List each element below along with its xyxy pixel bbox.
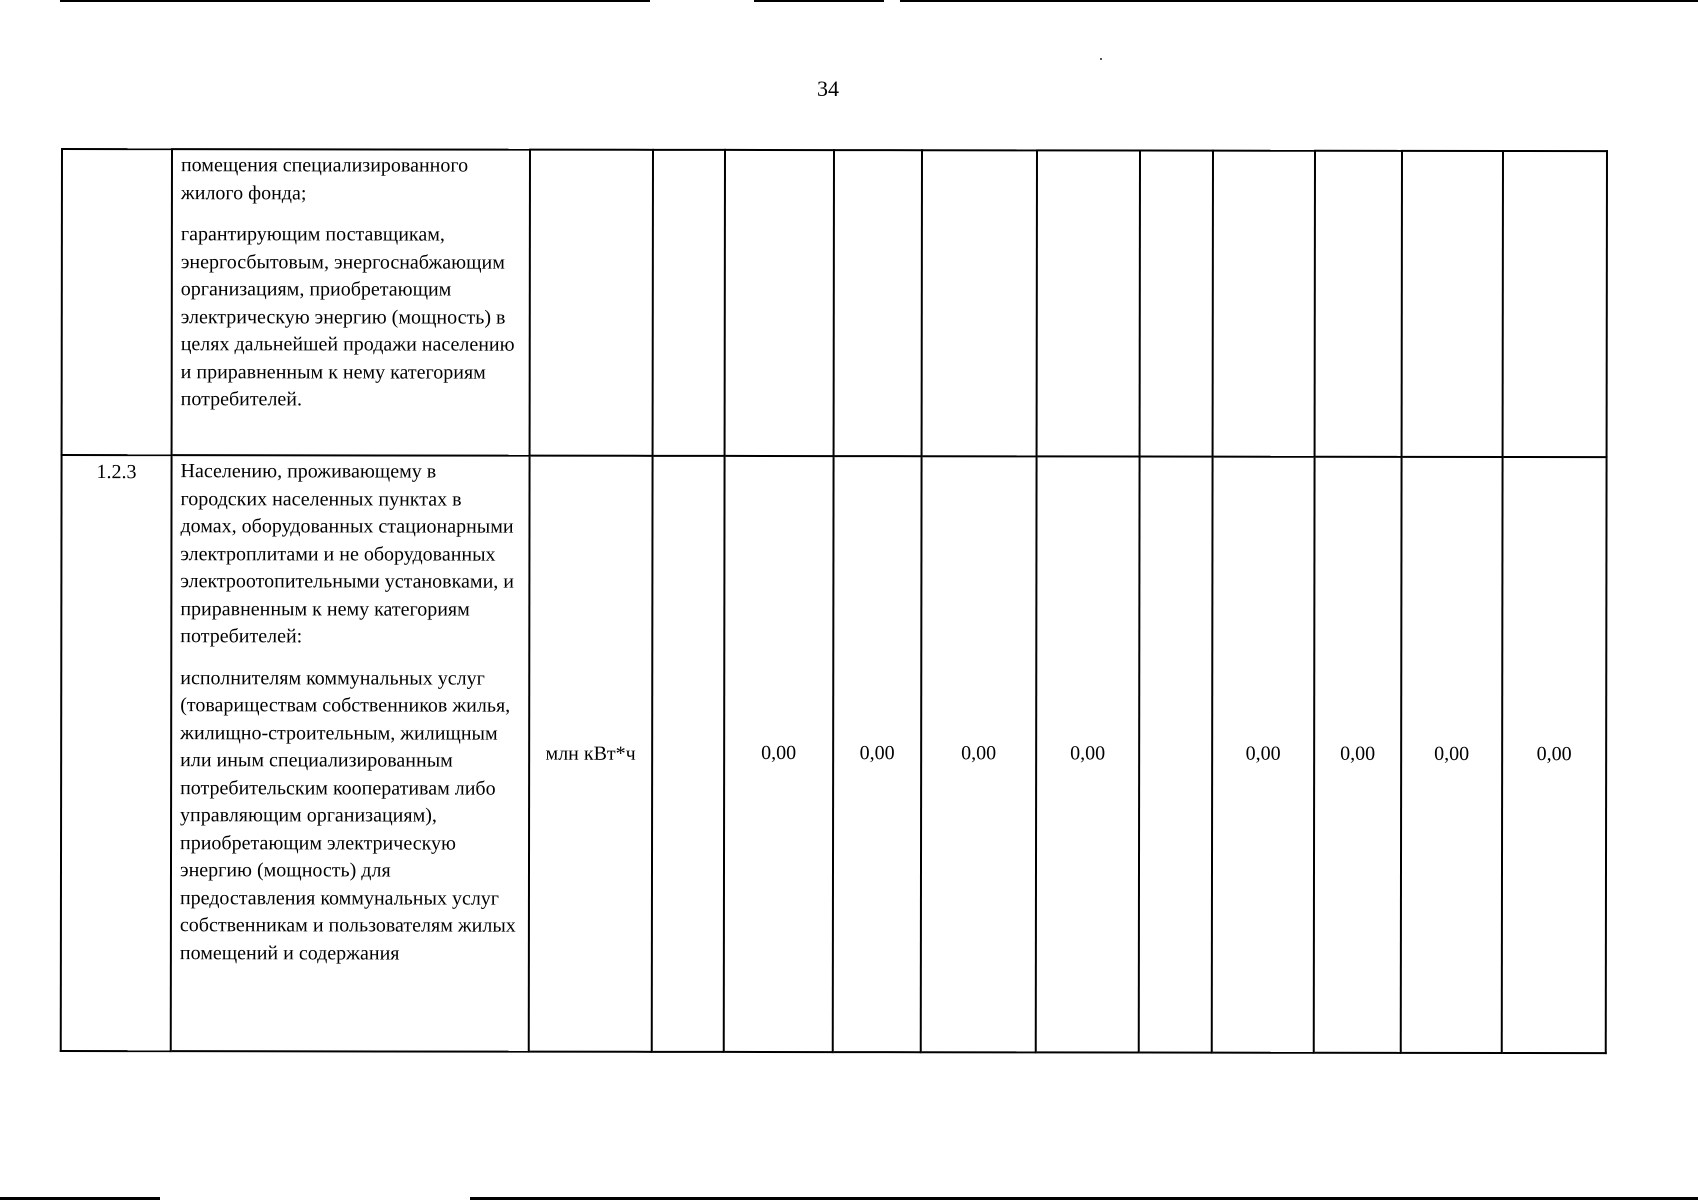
value-cell: [1037, 150, 1140, 456]
value-cell: [1213, 151, 1315, 457]
page-number: 34: [817, 76, 839, 101]
value-cell: [1503, 151, 1607, 457]
value-cell: [1402, 151, 1503, 457]
description-paragraph: помещения специализированного жилого фонда;: [180, 154, 469, 204]
value-cell: [653, 150, 725, 456]
row-description: [172, 149, 530, 455]
value-cell: [652, 456, 725, 1052]
description-paragraph: Населению, проживающему в городских населенных пунктах в домах, оборудованных стационарными электроплитами и не оборудованных электроотопительными установками, и приравненным к нему категориям потребителей:: [180, 460, 515, 648]
value-cell: 0,00: [1314, 457, 1402, 1053]
row-code: [62, 149, 172, 455]
row-description: [171, 455, 530, 1051]
value-cell: 0,00: [1212, 457, 1315, 1053]
value-cell: [1139, 457, 1213, 1053]
value-cell: [1315, 151, 1402, 457]
value-cell: 0,00: [1502, 457, 1607, 1053]
unit-cell: [530, 150, 653, 456]
description-paragraph: гарантирующим поставщикам, энергосбытовым, энергоснабжающим организациям, приобретающим электрическую энергию (мощность) в целях дальнейшей продажи населению и приравненным к нему категориям потребителей.: [180, 223, 515, 411]
unit-cell: млн кВт*ч: [529, 456, 653, 1052]
scan-edge-top-right: [900, 0, 1698, 2]
value-cell: 0,00: [1036, 456, 1140, 1052]
scan-edge-top-left: [60, 0, 650, 2]
value-cell: 0,00: [921, 456, 1037, 1052]
tariff-table: [60, 148, 1608, 1054]
scan-edge-top-mid: [754, 0, 884, 2]
table-row: [61, 455, 1607, 1053]
value-cell: 0,00: [833, 456, 922, 1052]
value-cell: [1140, 151, 1213, 457]
value-cell: 0,00: [724, 456, 834, 1052]
value-cell: 0,00: [1401, 457, 1503, 1053]
value-cell: [922, 150, 1037, 456]
scan-speck: [1100, 58, 1102, 60]
description-paragraph: исполнителям коммунальных услуг (товариществам собственников жилья, жилищно-строительным, жилищным или иным специализированным потребительским кооперативам либо управляющим организациям), приобретающим электрическую энергию (мощность) для предоставления коммунальных услуг собственникам и пользователям жилых помещений и содержания: [179, 666, 516, 964]
table-row: [62, 149, 1607, 457]
row-code: 1.2.3: [61, 455, 172, 1051]
value-cell: [834, 150, 922, 456]
value-cell: [725, 150, 834, 456]
